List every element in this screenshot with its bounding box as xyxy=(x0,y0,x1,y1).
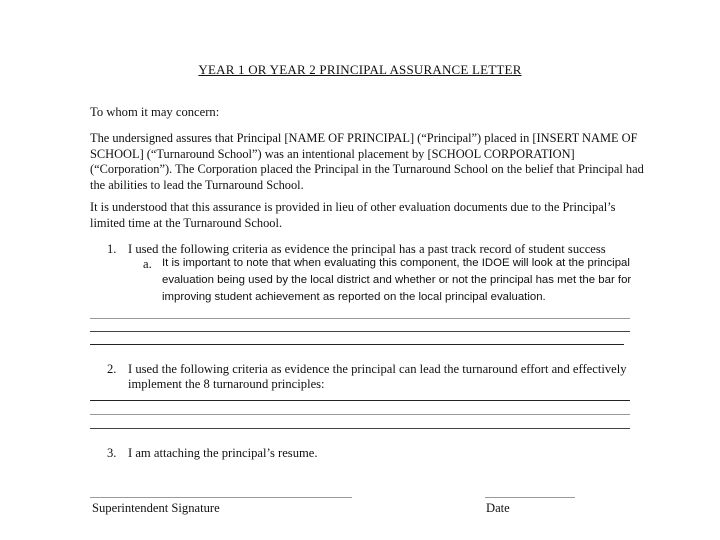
signature-line xyxy=(90,497,352,498)
item-1a-line-2: evaluation being used by the local district and whether or not the principal has met the bar for xyxy=(162,274,632,286)
response-line-1c xyxy=(90,344,624,345)
item-3-text: I am attaching the principal’s resume. xyxy=(128,446,318,460)
item-2-line-1: I used the following criteria as evidence the principal can lead the turnaround effort and effectively xyxy=(128,362,627,376)
item-2-line-2: implement the 8 turnaround principles: xyxy=(128,377,325,391)
lieu-paragraph: It is understood that this assurance is provided in lieu of other evaluation documents due to the Principal’s limited time at the Turnaround School. xyxy=(90,200,616,230)
letter-title: YEAR 1 OR YEAR 2 PRINCIPAL ASSURANCE LETTER xyxy=(198,62,522,77)
date-label: Date xyxy=(486,501,510,515)
assurance-paragraph: The undersigned assures that Principal [NAME OF PRINCIPAL] (“Principal”) placed in [INSERT NAME OF SCHOOL] (“Turnaround School”) was an intentional placement by [SCHOOL CORPORATION] (“Corporation”). The Corporation placed the Principal in the Turnaround School on the belief that Principal had the abilities to lead the Turnaround School. xyxy=(90,131,644,192)
item-1a-line-3: improving student achievement as reported on the local principal evaluation. xyxy=(162,291,546,303)
date-line xyxy=(485,497,575,498)
response-line-1a xyxy=(90,318,630,319)
signature-label: Superintendent Signature xyxy=(92,501,220,515)
salutation: To whom it may concern: xyxy=(90,105,220,119)
response-line-2a xyxy=(90,400,630,401)
item-1-text: I used the following criteria as evidence the principal has a past track record of student success xyxy=(128,242,606,256)
item-2-number: 2. xyxy=(107,362,117,376)
item-3-number: 3. xyxy=(107,446,117,460)
response-line-2b xyxy=(90,414,630,415)
item-1-number: 1. xyxy=(107,242,117,256)
response-line-1b xyxy=(90,331,630,332)
item-1a-letter: a. xyxy=(143,257,152,271)
item-1a-line-1: It is important to note that when evaluating this component, the IDOE will look at the principal xyxy=(162,257,630,269)
response-line-2c xyxy=(90,428,630,429)
